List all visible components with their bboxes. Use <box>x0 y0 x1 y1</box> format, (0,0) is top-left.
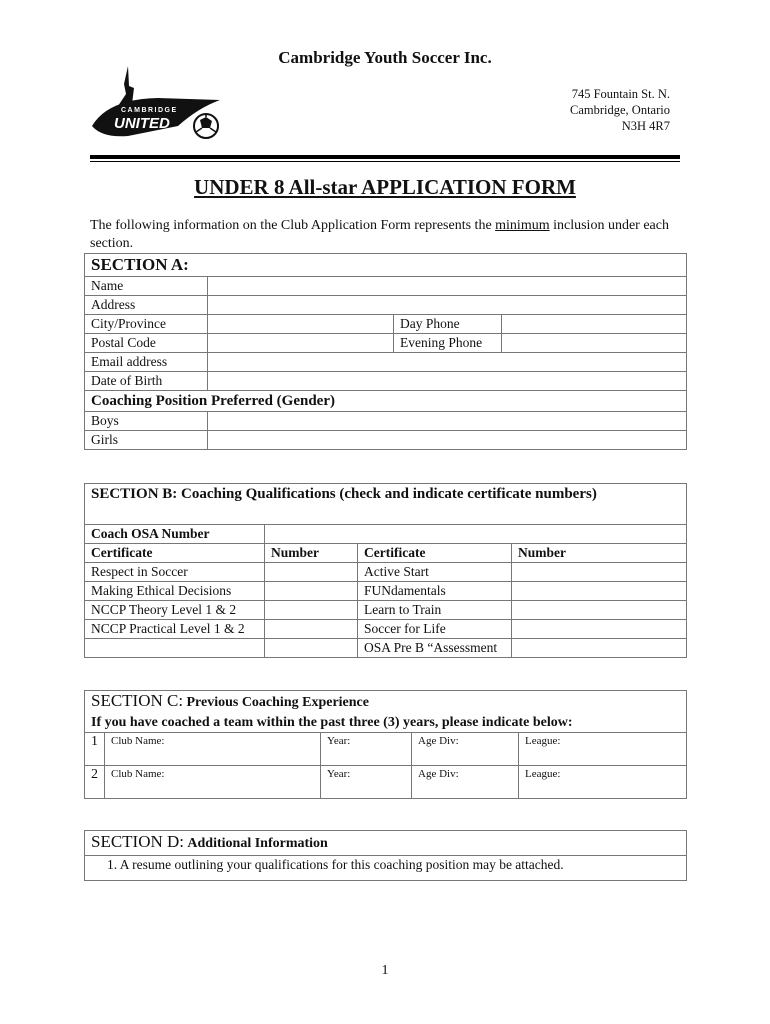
cert-number-input[interactable] <box>265 620 358 639</box>
col-certificate: Certificate <box>358 544 512 563</box>
dob-input[interactable] <box>208 372 687 391</box>
field-label-day-phone: Day Phone <box>394 315 502 334</box>
cert-number-input[interactable] <box>512 639 687 658</box>
section-a-heading: SECTION A: <box>85 254 687 277</box>
club-name-field[interactable]: Club Name: <box>105 733 321 766</box>
cert-number-input[interactable] <box>265 639 358 658</box>
certificate-label: OSA Pre B “Assessment <box>358 639 512 658</box>
city-input[interactable] <box>208 315 394 334</box>
certificate-label: Respect in Soccer <box>85 563 265 582</box>
coach-osa-label: Coach OSA Number <box>85 525 265 544</box>
cert-number-input[interactable] <box>265 601 358 620</box>
girls-input[interactable] <box>208 431 687 450</box>
certificate-label: Active Start <box>358 563 512 582</box>
field-label-dob: Date of Birth <box>85 372 208 391</box>
cambridge-united-logo <box>88 64 228 142</box>
osa-number-input[interactable] <box>265 525 687 544</box>
address-line: Cambridge, Ontario <box>570 103 670 117</box>
league-field[interactable]: League: <box>519 766 687 799</box>
logo-text-main: UNITED <box>114 115 170 132</box>
header-divider-thin <box>90 161 680 162</box>
section-c-subheading: Previous Coaching Experience <box>186 695 369 710</box>
cert-number-input[interactable] <box>512 620 687 639</box>
league-field[interactable]: League: <box>519 733 687 766</box>
cert-number-input[interactable] <box>265 563 358 582</box>
certificate-label: Making Ethical Decisions <box>85 582 265 601</box>
certificate-label <box>85 639 265 658</box>
field-label-postal: Postal Code <box>85 334 208 353</box>
section-d-table <box>84 830 687 881</box>
boys-input[interactable] <box>208 412 687 431</box>
gender-label-boys: Boys <box>85 412 208 431</box>
form-title: UNDER 8 All-star APPLICATION FORM <box>194 175 576 199</box>
section-c-instruction: If you have coached a team within the past three (3) years, please indicate below: <box>91 715 573 730</box>
certificate-label: NCCP Practical Level 1 & 2 <box>85 620 265 639</box>
col-number: Number <box>512 544 687 563</box>
postal-input[interactable] <box>208 334 394 353</box>
field-label-evening-phone: Evening Phone <box>394 334 502 353</box>
field-label-address: Address <box>85 296 208 315</box>
col-number: Number <box>265 544 358 563</box>
certificate-label: FUNdamentals <box>358 582 512 601</box>
age-div-field[interactable]: Age Div: <box>412 766 519 799</box>
section-a-table <box>84 253 687 450</box>
gender-label-girls: Girls <box>85 431 208 450</box>
section-d-item: 1. A resume outlining your qualifications for this coaching position may be attached. <box>85 856 687 881</box>
section-c-table <box>84 690 687 799</box>
cert-number-input[interactable] <box>512 563 687 582</box>
evening-phone-input[interactable] <box>502 334 687 353</box>
organization-address <box>570 86 670 134</box>
section-d-subheading: Additional Information <box>187 836 328 851</box>
intro-underlined: minimum <box>495 218 550 233</box>
certificate-label: Learn to Train <box>358 601 512 620</box>
cert-number-input[interactable] <box>512 582 687 601</box>
organization-name: Cambridge Youth Soccer Inc. <box>278 48 492 67</box>
section-c-heading: SECTION C: <box>91 691 184 710</box>
year-field[interactable]: Year: <box>321 733 412 766</box>
field-label-name: Name <box>85 277 208 296</box>
email-input[interactable] <box>208 353 687 372</box>
logo-text-top: CAMBRIDGE <box>121 107 178 114</box>
cert-number-input[interactable] <box>265 582 358 601</box>
col-certificate: Certificate <box>85 544 265 563</box>
section-d-header <box>85 831 687 856</box>
coaching-position-heading: Coaching Position Preferred (Gender) <box>85 391 687 412</box>
certificate-label: NCCP Theory Level 1 & 2 <box>85 601 265 620</box>
age-div-field[interactable]: Age Div: <box>412 733 519 766</box>
cert-number-input[interactable] <box>512 601 687 620</box>
row-number: 2 <box>85 766 105 799</box>
section-c-header <box>85 691 687 733</box>
row-number: 1 <box>85 733 105 766</box>
page-number: 1 <box>381 963 389 978</box>
section-d-heading: SECTION D: <box>91 832 185 851</box>
year-field[interactable]: Year: <box>321 766 412 799</box>
club-name-field[interactable]: Club Name: <box>105 766 321 799</box>
section-b-heading: SECTION B: Coaching Qualifications (check and indicate certificate numbers) <box>85 484 687 525</box>
field-label-city: City/Province <box>85 315 208 334</box>
intro-text: The following information on the Club Application Form represents the minimum inclusion under each section. <box>90 218 669 251</box>
field-label-email: Email address <box>85 353 208 372</box>
address-input[interactable] <box>208 296 687 315</box>
day-phone-input[interactable] <box>502 315 687 334</box>
certificate-label: Soccer for Life <box>358 620 512 639</box>
address-line: N3H 4R7 <box>621 119 670 133</box>
address-line: 745 Fountain St. N. <box>571 87 670 101</box>
name-input[interactable] <box>208 277 687 296</box>
section-b-table <box>84 483 687 658</box>
header-divider <box>90 155 680 159</box>
